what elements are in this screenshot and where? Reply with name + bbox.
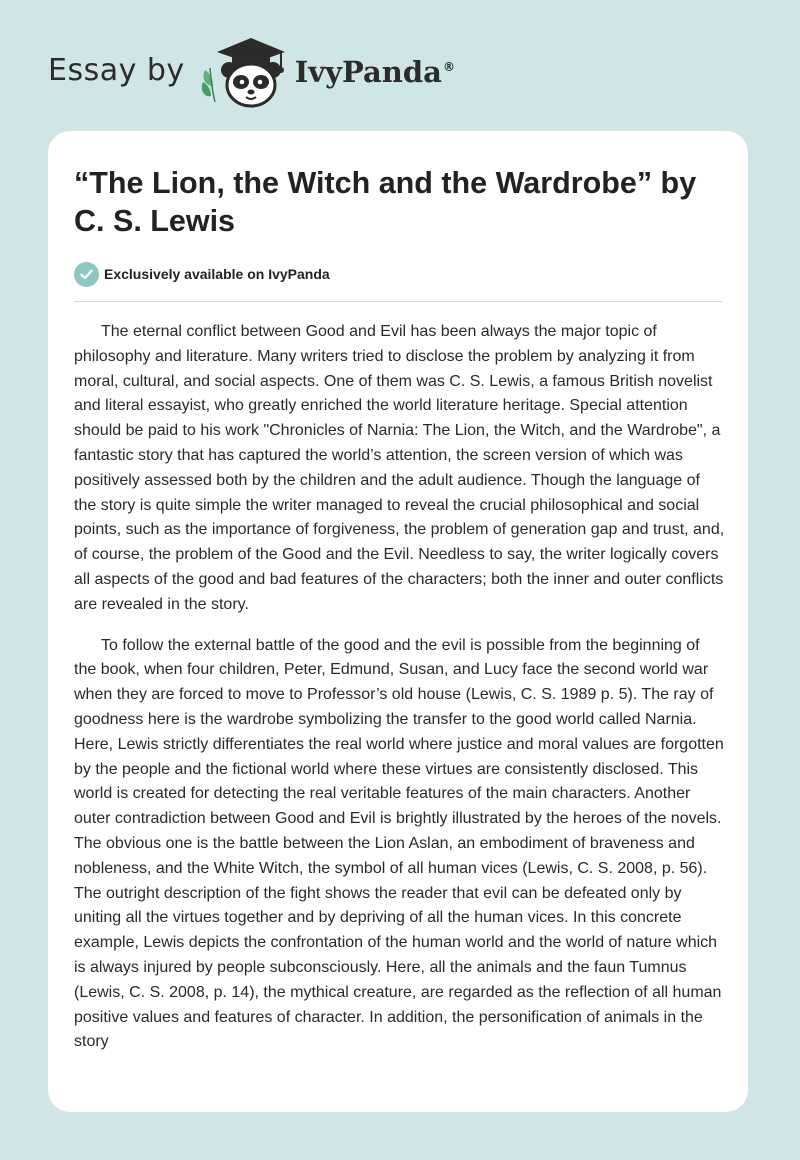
essay-title: “The Lion, the Witch and the Wardrobe” by C. S. Lewis (74, 166, 697, 238)
essay-paragraph: To follow the external battle of the good and the evil is possible from the beginning of the book, when four children, Peter, Edmund, Susan, and Lucy face the second world war when they are forced to move to Professor’s old house (Lewis, C. S. 1989 p. 5). The ray of goodness here is the wardrobe symbolizing the transfer to the good world called Narnia. Here, Lewis strictly differentiates the real world where justice and moral values are forgotten by the people and the fictional world where these virtues are consistently disclosed. This world is created for detecting the real veritable features of the main characters. Another outer contradiction between Good and Evil is brightly illustrated by the heroes of the novels. The obvious one is the battle between the Lion Aslan, an embodiment of braveness and nobleness, and the White Witch, the symbol of all human vices (Lewis, C. S. 2008, p. 56). The outright description of the fight shows the reader that evil can be defeated only by uniting all the virtues together and by depriving of all the human vices. In this concrete example, Lewis depicts the confrontation of the human world and the world of nature which is always injured by people subconsciously. Here, all the animals and the faun Tumnus (Lewis, C. S. 2008, p. 14), the mythical creature, are regarded as the reflection of all human positive values and features of character. In addition, the personification of animals in the story (74, 636, 724, 1051)
exclusive-badge (74, 260, 722, 288)
exclusive-label: Exclusively available on IvyPanda (104, 266, 330, 282)
check-circle-icon (74, 262, 99, 287)
brand-name: IvyPanda® (294, 55, 455, 89)
registered-mark: ® (442, 60, 455, 75)
panda-graduate-icon[interactable] (199, 30, 291, 110)
essay-paragraph: The eternal conflict between Good and Evil has been always the major topic of philosophy and literature. Many writers tried to disclose the problem by analyzing it from moral, cultural, and social aspects. One of them was C. S. Lewis, a famous British novelist and literal essayist, who greatly enriched the world literature heritage. Special attention should be paid to his work "Chronicles of Narnia: The Lion, the Witch, and the Wardrobe", a fantastic story that has captured the world’s attention, the screen version of which was positively assessed both by the children and the adult audience. Though the language of the story is quite simple the writer managed to reveal the crucial philosophical and social points, such as the importance of forgiveness, the problem of generation gap and trust, and, of course, the problem of the Good and the Evil. Needless to say, the writer logically covers all aspects of the good and bad features of the characters; both the inner and outer conflicts are revealed in the story. (74, 323, 725, 613)
essay-card (48, 131, 748, 1112)
site-header (48, 30, 455, 110)
essay-by-label: Essay by (48, 52, 185, 88)
divider (74, 301, 722, 302)
essay-body (74, 320, 726, 1055)
